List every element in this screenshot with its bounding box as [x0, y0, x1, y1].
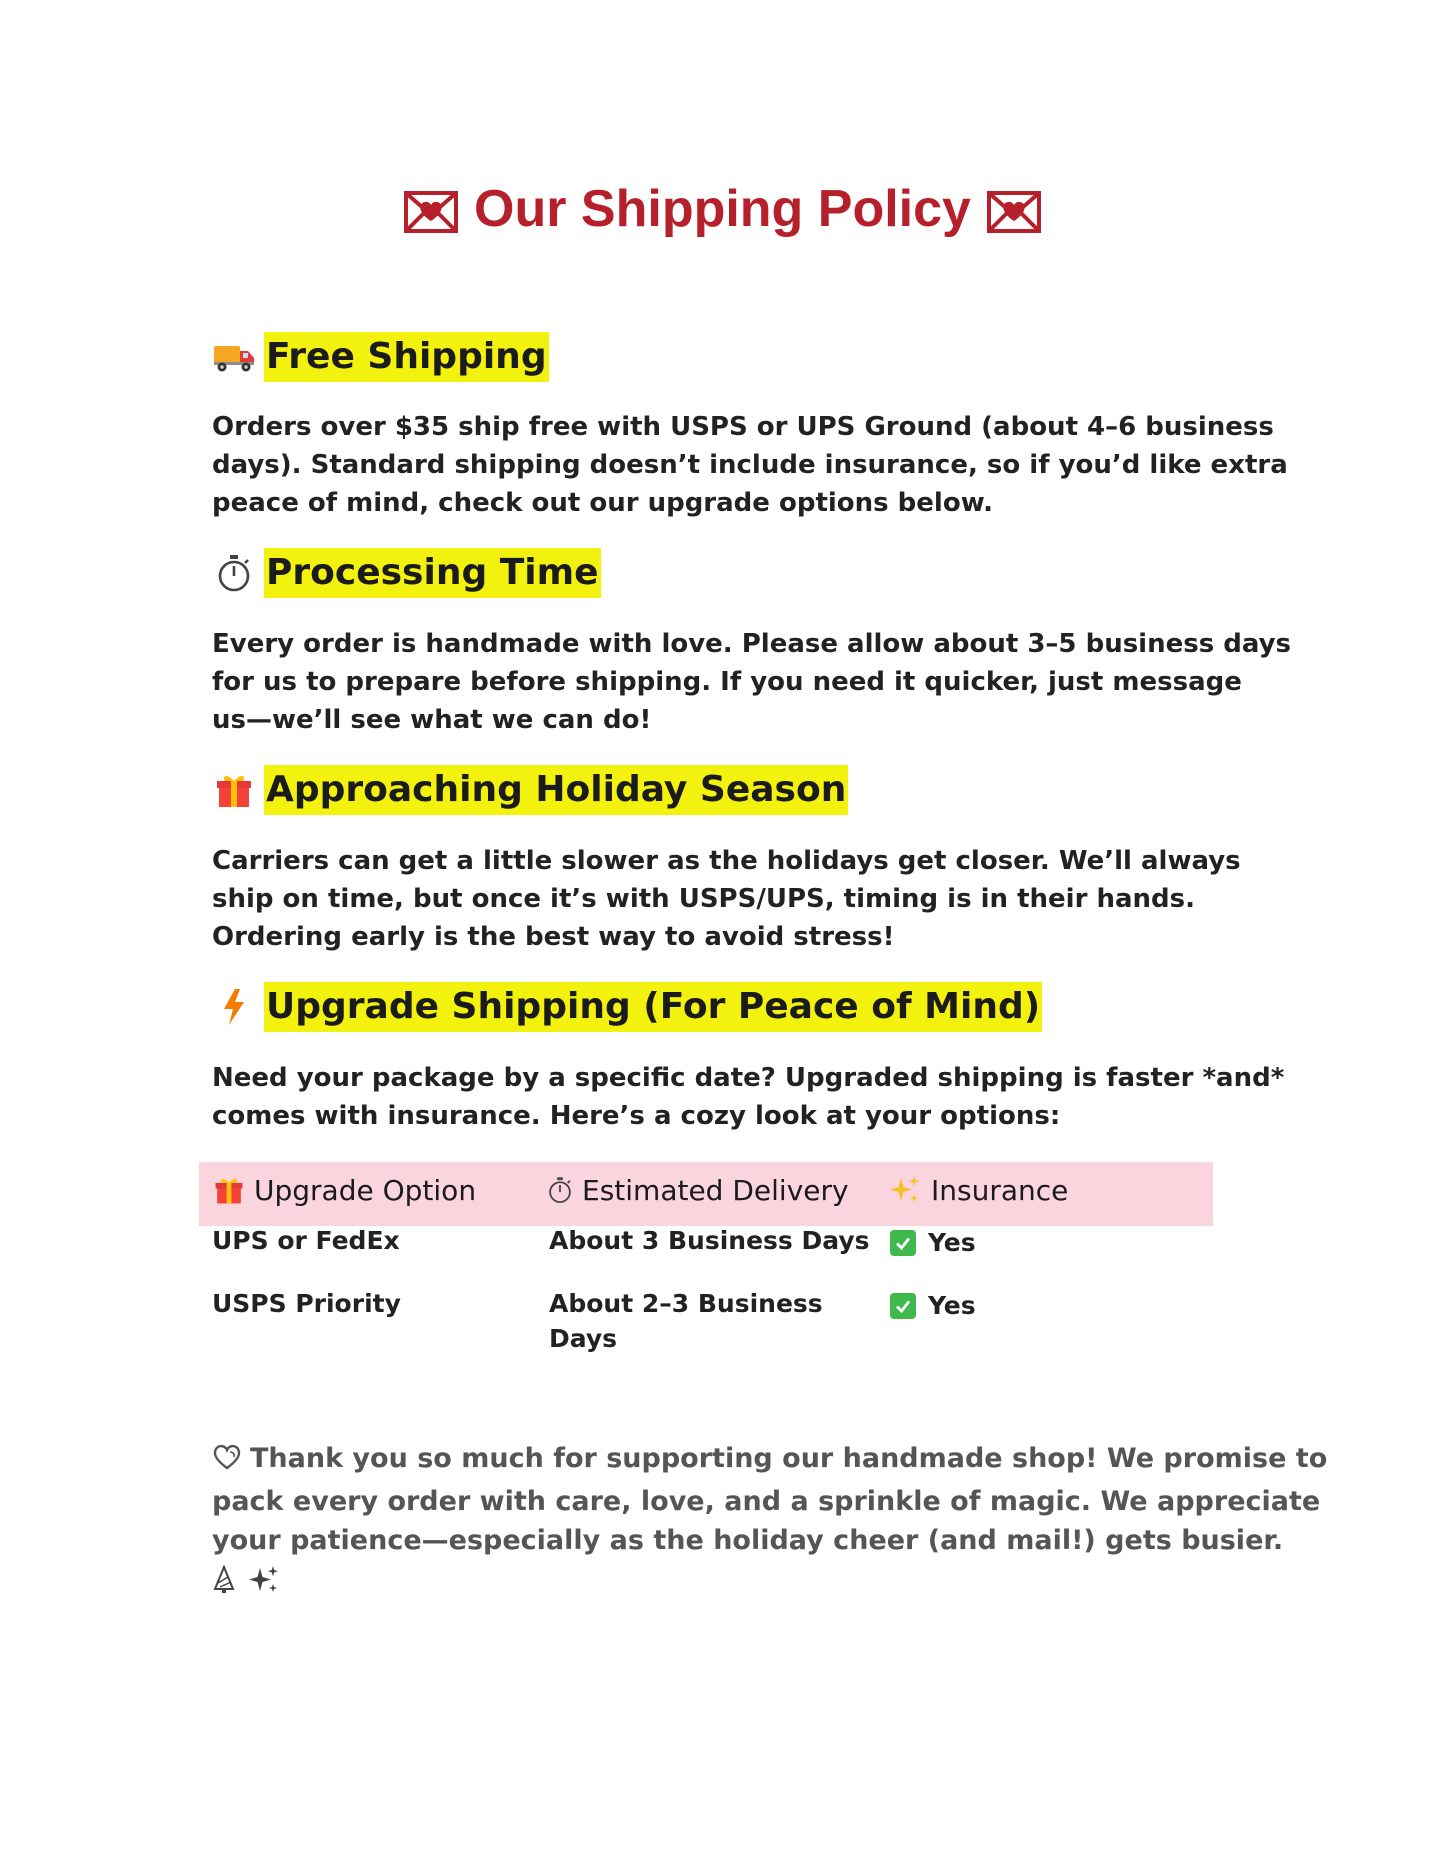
heart-outline-icon [212, 1443, 242, 1482]
paragraph-line: for us to prepare before shipping. If you need it quicker, just message [212, 667, 1242, 697]
table-cell-delivery [549, 1286, 823, 1356]
paragraph-line: comes with insurance. Here’s a cozy look at your options: [212, 1101, 1061, 1131]
closing-line [212, 1439, 1328, 1482]
check-mark-icon [890, 1230, 916, 1256]
section-heading-text: Free Shipping [264, 332, 549, 382]
section-heading-holiday-season [212, 765, 848, 815]
insurance-value: Yes [928, 1291, 976, 1320]
closing-line-text: Thank you so much for supporting our handmade shop! We promise to [250, 1443, 1328, 1474]
check-mark-icon [890, 1293, 916, 1319]
delivery-line: About 3 Business Days [549, 1226, 870, 1255]
insurance-value: Yes [928, 1228, 976, 1257]
love-letter-icon [987, 185, 1041, 247]
table-cell-option: USPS Priority [212, 1289, 401, 1318]
christmas-tree-icon [212, 1565, 236, 1606]
section-paragraph-processing-time [212, 625, 1292, 739]
closing-line: your patience—especially as the holiday cheer (and mail!) gets busier. [212, 1525, 1284, 1556]
paragraph-line: days). Standard shipping doesn’t include insurance, so if you’d like extra [212, 450, 1288, 480]
section-heading-text: Processing Time [264, 548, 601, 598]
delivery-line: About 2–3 Business [549, 1289, 823, 1318]
table-header-estimated-delivery [548, 1168, 849, 1212]
paragraph-line: ship on time, but once it’s with USPS/UPS, timing is in their hands. [212, 884, 1195, 914]
section-heading-text: Approaching Holiday Season [264, 765, 848, 815]
paragraph-line: Carriers can get a little slower as the holidays get closer. We’ll always [212, 846, 1241, 876]
table-header-label: Insurance [931, 1173, 1069, 1207]
closing-message [212, 1439, 1328, 1607]
page-title [0, 178, 1445, 247]
sparkles-icon [889, 1174, 921, 1206]
closing-icons [212, 1564, 1242, 1607]
page-title-text: Our Shipping Policy [474, 180, 971, 238]
lightning-icon [212, 985, 256, 1029]
section-heading-text: Upgrade Shipping (For Peace of Mind) [264, 982, 1042, 1032]
gift-icon [214, 1175, 244, 1205]
paragraph-line: us—we’ll see what we can do! [212, 705, 652, 735]
section-heading-upgrade-shipping [212, 982, 1042, 1032]
paragraph-line: Need your package by a specific date? Upgraded shipping is faster *and* [212, 1063, 1285, 1093]
section-paragraph-holiday-season [212, 842, 1241, 956]
table-header-label: Estimated Delivery [582, 1173, 849, 1207]
delivery-truck-icon [212, 335, 256, 379]
section-paragraph-free-shipping [212, 408, 1288, 522]
stopwatch-icon [548, 1176, 572, 1204]
section-heading-processing-time [212, 548, 601, 598]
delivery-line: Days [549, 1324, 618, 1353]
paragraph-line: peace of mind, check out our upgrade options below. [212, 488, 993, 518]
section-heading-free-shipping [212, 332, 549, 382]
table-cell-insurance [890, 1288, 976, 1323]
table-header-insurance [889, 1168, 1068, 1212]
love-letter-icon [404, 185, 458, 247]
table-cell-option: UPS or FedEx [212, 1226, 400, 1255]
section-paragraph-upgrade-shipping [212, 1059, 1285, 1135]
stopwatch-icon [212, 551, 256, 595]
paragraph-line: Ordering early is the best way to avoid stress! [212, 922, 895, 952]
table-header-label: Upgrade Option [254, 1173, 477, 1207]
table-header-upgrade-option [214, 1168, 476, 1212]
gift-icon [212, 768, 256, 812]
table-cell-delivery [549, 1223, 870, 1258]
table-cell-insurance [890, 1225, 976, 1260]
closing-line: pack every order with care, love, and a sprinkle of magic. We appreciate [212, 1486, 1321, 1517]
paragraph-line: Every order is handmade with love. Please allow about 3–5 business days [212, 629, 1292, 659]
sparkles-icon [248, 1564, 280, 1607]
paragraph-line: Orders over $35 ship free with USPS or UPS Ground (about 4–6 business [212, 412, 1274, 442]
